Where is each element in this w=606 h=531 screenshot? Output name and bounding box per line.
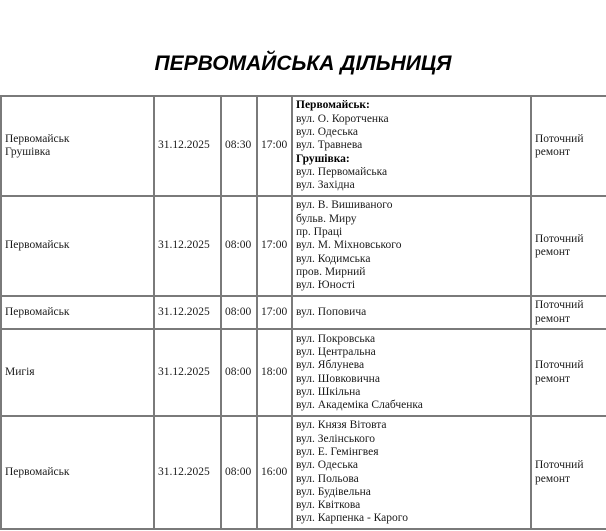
start-time-cell: 08:00: [221, 196, 257, 296]
streets-cell: [292, 296, 531, 329]
work-type-word: Поточний: [535, 299, 584, 312]
street-item: вул. Шовковична: [296, 372, 380, 385]
street-item: пров. Мирний: [296, 265, 366, 278]
locality-cell: Первомайськ: [1, 196, 154, 296]
start-time-cell: 08:00: [221, 296, 257, 329]
street-item: вул. Західна: [296, 179, 355, 192]
street-item: вул. М. Міхновського: [296, 239, 402, 252]
street-item: вул. Е. Гемінгвея: [296, 445, 379, 458]
streets-cell: [292, 329, 531, 416]
date-cell: 31.12.2025: [154, 416, 221, 529]
outage-schedule-table: [0, 95, 606, 530]
work-type-word: Поточний: [535, 232, 584, 245]
end-time-cell: 17:00: [257, 196, 292, 296]
work-type-word: Поточний: [535, 359, 584, 372]
page-title: ПЕРВОМАЙСЬКА ДІЛЬНИЦЯ: [154, 52, 452, 75]
street-item: пр. Праці: [296, 226, 343, 239]
work-type-cell: [531, 196, 606, 296]
streets-cell: [292, 96, 531, 196]
street-item: вул. Яблунева: [296, 359, 365, 372]
table-row: [1, 196, 606, 296]
street-item: вул. Поповича: [296, 305, 367, 318]
work-type-word: Поточний: [535, 459, 584, 472]
end-time-cell: 18:00: [257, 329, 292, 416]
table-row: [1, 416, 606, 529]
locality-cell: Первомайськ: [1, 416, 154, 529]
locality-name: Грушівка: [5, 146, 51, 158]
streets-cell: [292, 416, 531, 529]
locality-cell: [1, 96, 154, 196]
work-type-word: ремонт: [535, 146, 571, 158]
street-item: вул. Академіка Слабченка: [296, 399, 423, 412]
date-cell: 31.12.2025: [154, 196, 221, 296]
table-body: [1, 96, 606, 529]
work-type-word: ремонт: [535, 246, 571, 258]
street-item: вул. Юності: [296, 279, 356, 292]
end-time-cell: 17:00: [257, 296, 292, 329]
start-time-cell: 08:00: [221, 416, 257, 529]
street-item: вул. Карпенка - Карого: [296, 512, 408, 525]
street-item: вул. Князя Вітовта: [296, 419, 387, 432]
street-item: вул. Одеська: [296, 459, 359, 472]
work-type-cell: [531, 96, 606, 196]
work-type-word: ремонт: [535, 372, 571, 385]
street-item: вул. Польова: [296, 472, 359, 485]
street-item: вул. О. Коротченка: [296, 112, 389, 125]
streets-cell: [292, 196, 531, 296]
table-row: [1, 96, 606, 196]
start-time-cell: 08:00: [221, 329, 257, 416]
locality-cell: Первомайськ: [1, 296, 154, 329]
work-type-cell: [531, 296, 606, 329]
table-row: [1, 296, 606, 329]
street-group-heading: Первомайськ:: [296, 99, 370, 112]
work-type-word: Поточний: [535, 132, 584, 145]
street-item: вул. Зелінського: [296, 432, 376, 445]
street-item: бульв. Миру: [296, 212, 357, 225]
street-item: вул. Кодимська: [296, 252, 371, 265]
street-item: вул. Центральна: [296, 345, 376, 358]
street-item: вул. Будівельна: [296, 485, 371, 498]
work-type-word: ремонт: [535, 312, 571, 325]
street-item: вул. Одеська: [296, 126, 359, 139]
date-cell: 31.12.2025: [154, 296, 221, 329]
work-type-cell: [531, 329, 606, 416]
end-time-cell: 16:00: [257, 416, 292, 529]
locality-name: Первомайськ: [5, 132, 70, 145]
street-item: вул. Покровська: [296, 332, 376, 345]
street-item: вул. Первомайська: [296, 165, 388, 178]
street-item: вул. Квіткова: [296, 499, 361, 512]
table-row: [1, 329, 606, 416]
street-item: вул. В. Вишиваного: [296, 199, 393, 212]
street-group-heading: Грушівка:: [296, 152, 350, 165]
date-cell: 31.12.2025: [154, 96, 221, 196]
start-time-cell: 08:30: [221, 96, 257, 196]
street-item: вул. Травнева: [296, 139, 363, 152]
end-time-cell: 17:00: [257, 96, 292, 196]
locality-cell: Мигія: [1, 329, 154, 416]
date-cell: 31.12.2025: [154, 329, 221, 416]
work-type-word: ремонт: [535, 472, 571, 485]
work-type-cell: [531, 416, 606, 529]
street-item: вул. Шкільна: [296, 385, 361, 398]
